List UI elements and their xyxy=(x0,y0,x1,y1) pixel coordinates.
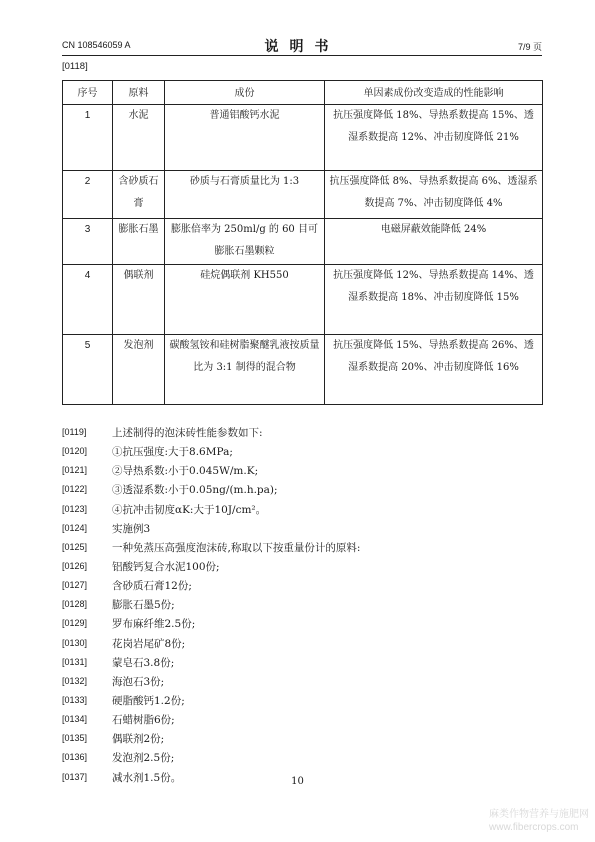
page-reference: 7/9 页 xyxy=(517,42,542,52)
paragraph xyxy=(62,730,542,749)
paragraph-text: 硬脂酸钙1.2份; xyxy=(112,694,185,707)
paragraph xyxy=(62,539,542,558)
paragraph-tag: [0130] xyxy=(62,637,88,648)
paragraph-text: 含砂质石膏12份; xyxy=(112,580,192,593)
paragraph-text: 偶联剂2份; xyxy=(112,733,165,746)
header-divider xyxy=(62,55,542,56)
table-row xyxy=(63,105,543,171)
paragraph xyxy=(62,635,542,654)
watermark-line: 麻类作物营养与施肥网 xyxy=(489,809,589,820)
paragraph-text: 膨胀石墨5份; xyxy=(112,599,175,612)
performance-table xyxy=(62,80,543,405)
paragraph-tag: [0132] xyxy=(62,675,88,686)
paragraph-text: 减水剂1.5份。 xyxy=(112,771,182,784)
patent-number: CN 108546059 A xyxy=(62,40,131,50)
paragraph-tag: [0123] xyxy=(62,503,88,514)
paragraph-text: ①抗压强度:大于8.6MPa; xyxy=(112,446,233,459)
paragraph xyxy=(62,749,542,768)
header-material: 原料 xyxy=(113,81,165,105)
paragraph-tag: [0131] xyxy=(62,656,88,667)
row-material: 水泥 xyxy=(113,105,165,171)
row-no: 4 xyxy=(63,265,113,335)
paragraph-text: 罗布麻纤维2.5份; xyxy=(112,618,196,631)
paragraph-text: 花岗岩尾矿8份; xyxy=(112,637,186,650)
paragraph-text: 蒙皂石3.8份; xyxy=(112,656,175,669)
paragraph xyxy=(62,462,542,481)
row-no: 2 xyxy=(63,171,113,219)
table-paragraph-tag: [0118] xyxy=(62,61,88,72)
page-header xyxy=(62,36,542,55)
paragraph-tag: [0135] xyxy=(62,733,88,744)
paragraph-tag: [0129] xyxy=(62,618,88,629)
paragraph-tag: [0127] xyxy=(62,580,88,591)
paragraph-text: ③透湿系数:小于0.05ng/(m.h.pa); xyxy=(112,484,278,497)
paragraph-text: 上述制得的泡沫砖性能参数如下: xyxy=(112,427,263,439)
paragraph-text: 铝酸钙复合水泥100份; xyxy=(112,560,220,573)
paragraph xyxy=(62,654,542,673)
paragraph xyxy=(62,692,542,711)
paragraph xyxy=(62,424,542,443)
paragraph xyxy=(62,443,542,462)
watermark xyxy=(489,808,589,834)
table-row xyxy=(63,265,543,335)
row-material: 膨胀石墨 xyxy=(113,219,165,265)
table-row xyxy=(63,335,543,405)
paragraph-text: 海泡石3份; xyxy=(112,675,165,688)
table-header-row xyxy=(63,81,543,105)
header-effect: 单因素成份改变造成的性能影响 xyxy=(325,81,543,105)
paragraph xyxy=(62,481,542,500)
paragraph-tag: [0128] xyxy=(62,599,88,610)
paragraph xyxy=(62,615,542,634)
paragraph xyxy=(62,558,542,577)
row-composition: 硅烷偶联剂 KH550 xyxy=(165,265,325,335)
header-no: 序号 xyxy=(63,81,113,105)
watermark-line: www.fibercrops.com xyxy=(489,822,579,833)
row-composition: 普通铝酸钙水泥 xyxy=(165,105,325,171)
row-material: 发泡剂 xyxy=(113,335,165,405)
paragraph-tag: [0120] xyxy=(62,446,88,457)
paragraph-tag: [0134] xyxy=(62,714,88,725)
row-composition: 膨胀倍率为 250ml/g 的 60 目可膨胀石墨颗粒 xyxy=(165,219,325,265)
paragraph-tag: [0137] xyxy=(62,771,88,782)
row-no: 3 xyxy=(63,219,113,265)
paragraph-tag: [0133] xyxy=(62,694,88,705)
paragraph xyxy=(62,596,542,615)
paragraph xyxy=(62,577,542,596)
paragraph xyxy=(62,520,542,539)
paragraph-text: ②导热系数:小于0.045W/m.K; xyxy=(112,465,259,478)
paragraph-text: 发泡剂2.5份; xyxy=(112,752,175,765)
row-effect: 抗压强度降低 12%、导热系数提高 14%、透湿系数提高 18%、冲击韧度降低 15% xyxy=(325,265,543,335)
paragraph-tag: [0119] xyxy=(62,427,87,437)
paragraph-tag: [0125] xyxy=(62,541,88,552)
paragraph-text: ④抗冲击韧度αK:大于10J/cm²。 xyxy=(112,503,267,516)
row-composition: 碳酸氢铵和硅树脂聚醚乳液按质量比为 3:1 制得的混合物 xyxy=(165,335,325,405)
row-composition: 砂质与石膏质量比为 1:3 xyxy=(165,171,325,219)
row-material: 偶联剂 xyxy=(113,265,165,335)
table-row xyxy=(63,219,543,265)
row-effect: 抗压强度降低 18%、导热系数提高 15%、透湿系数提高 12%、冲击韧度降低 21% xyxy=(325,105,543,171)
row-effect: 抗压强度降低 15%、导热系数提高 26%、透湿系数提高 20%、冲击韧度降低 16% xyxy=(325,335,543,405)
paragraph xyxy=(62,711,542,730)
body-paragraphs xyxy=(62,424,542,788)
paragraph-text: 石蜡树脂6份; xyxy=(112,714,175,727)
paragraph-tag: [0136] xyxy=(62,752,88,763)
row-no: 5 xyxy=(63,335,113,405)
header-composition: 成份 xyxy=(165,81,325,105)
paragraph xyxy=(62,501,542,520)
document-title: 说明书 xyxy=(264,39,340,55)
paragraph-text: 一种免蒸压高强度泡沫砖,称取以下按重量份计的原料: xyxy=(112,541,361,554)
paragraph-tag: [0122] xyxy=(62,484,88,495)
table-row xyxy=(63,171,543,219)
paragraph-tag: [0121] xyxy=(62,465,88,476)
row-no: 1 xyxy=(63,105,113,171)
paragraph-text: 实施例3 xyxy=(112,522,151,535)
row-material: 含砂质石膏 xyxy=(113,171,165,219)
paragraph-tag: [0124] xyxy=(62,522,88,533)
paragraph xyxy=(62,673,542,692)
page-number: 10 xyxy=(291,776,304,787)
paragraph-tag: [0126] xyxy=(62,560,88,571)
row-effect: 抗压强度降低 8%、导热系数提高 6%、透湿系数提高 7%、冲击韧度降低 4% xyxy=(325,171,543,219)
row-effect: 电磁屏蔽效能降低 24% xyxy=(325,219,543,265)
